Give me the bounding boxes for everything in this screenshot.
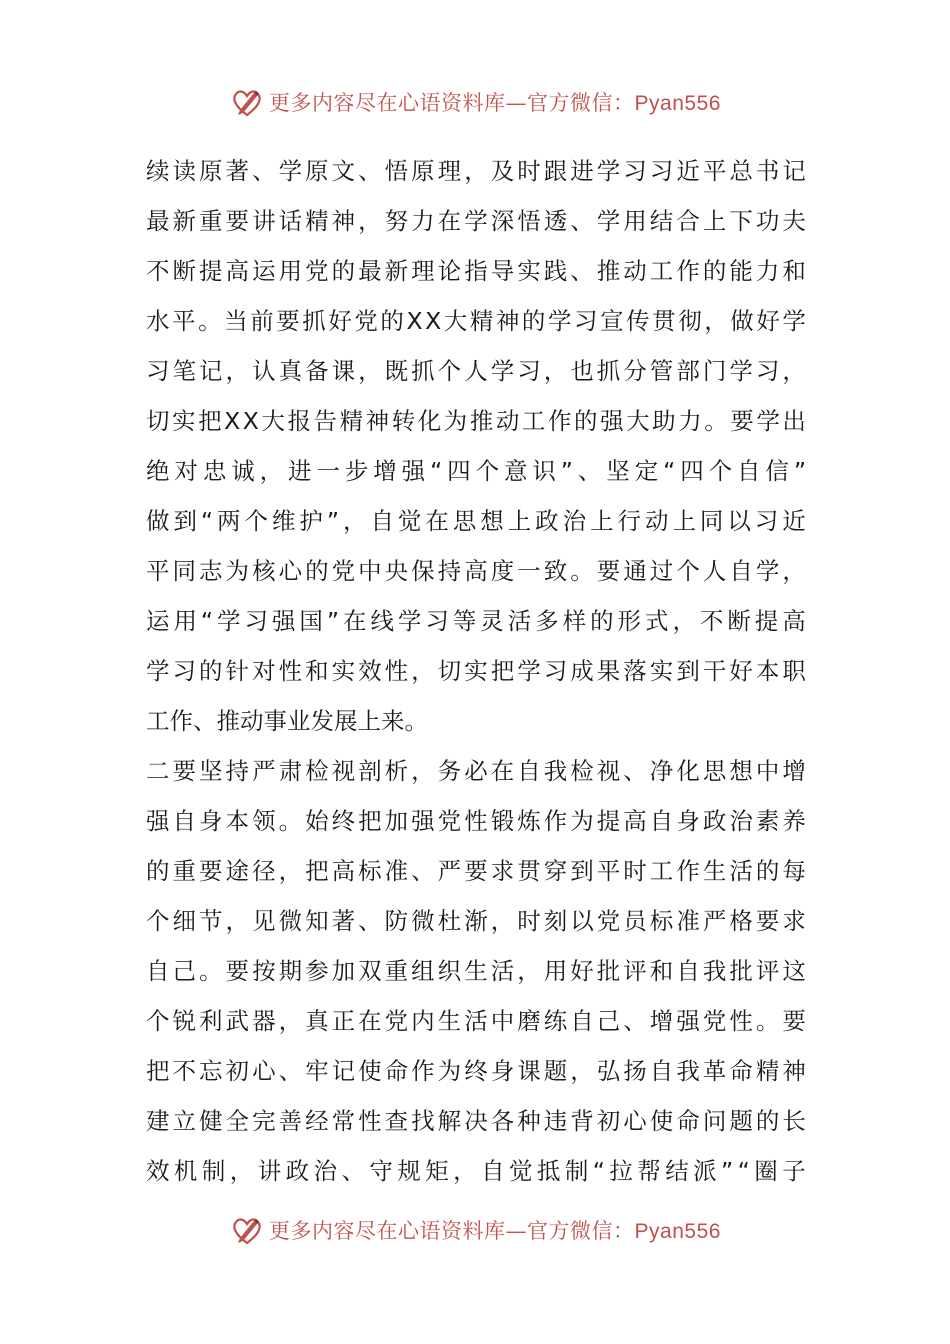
header-banner (0, 80, 950, 124)
body-line: 个 细 节 ， 见 微 知 著 、 防 微 杜 渐 ， 时 刻 以 党 员 标 准 严 格 要 求 (146, 907, 806, 935)
header-wechat-id: Pyan556 (634, 92, 721, 115)
footer-banner (0, 1208, 950, 1252)
body-line: 把 不 忘 初 心 、 牢 记 使 命 作 为 终 身 课 题 ， 弘 扬 自 我 革 命 精 神 (146, 1057, 806, 1085)
pen-heart-logo-icon (229, 1212, 265, 1248)
body-line: 绝 对 忠 诚 ， 进 一 步 增 强 “ 四 个 意 识 ” 、 坚 定 “ 四 个 自 信 ” (146, 457, 806, 485)
body-line: 做 到 “ 两 个 维 护 ” ， 自 觉 在 思 想 上 政 治 上 行 动 上 同 以 习 近 (146, 507, 806, 535)
body-line: 学 习 的 针 对 性 和 实 效 性 ， 切 实 把 学 习 成 果 落 实 到 干 好 本 职 (146, 657, 806, 685)
body-line: 自 己 。 要 按 期 参 加 双 重 组 织 生 活 ， 用 好 批 评 和 自 我 批 评 这 (146, 957, 806, 985)
body-line: 运 用 “ 学 习 强 国 ” 在 线 学 习 等 灵 活 多 样 的 形 式 ， 不 断 提 高 (146, 607, 806, 635)
body-line: 最 新 重 要 讲 话 精 神 ， 努 力 在 学 深 悟 透 、 学 用 结 合 上 下 功 夫 (146, 207, 806, 235)
body-line: 不 断 提 高 运 用 党 的 最 新 理 论 指 导 实 践 、 推 动 工 作 的 能 力 和 (146, 257, 806, 285)
body-line: 切 实 把 X X 大 报 告 精 神 转 化 为 推 动 工 作 的 强 大 助 力 。 要 学 出 (146, 407, 806, 435)
body-line: 平 同 志 为 核 心 的 党 中 央 保 持 高 度 一 致 。 要 通 过 个 人 自 学 ， (146, 557, 806, 585)
body-line: 工作、推动事业发展上来。 (146, 707, 428, 735)
body-line: 个 锐 利 武 器 ， 真 正 在 党 内 生 活 中 磨 练 自 己 、 增 强 党 性 。 要 (146, 1007, 806, 1035)
body-line: 建 立 健 全 完 善 经 常 性 查 找 解 决 各 种 违 背 初 心 使 命 问 题 的 长 (146, 1107, 806, 1135)
body-line: 强 自 身 本 领 。 始 终 把 加 强 党 性 锻 炼 作 为 提 高 自 身 政 治 素 养 (146, 807, 806, 835)
body-line: 续 读 原 著 、 学 原 文 、 悟 原 理 ， 及 时 跟 进 学 习 习 近 平 总 书 记 (146, 157, 806, 185)
body-line: 习 笔 记 ， 认 真 备 课 ， 既 抓 个 人 学 习 ， 也 抓 分 管 部 门 学 习 ， (146, 357, 806, 385)
footer-banner-text (269, 1215, 721, 1245)
header-banner-label: 更多内容尽在心语资料库—官方微信： (269, 91, 635, 115)
body-line: 水 平 。 当 前 要 抓 好 党 的 X X 大 精 神 的 学 习 宣 传 贯 彻 ， 做 好 学 (146, 307, 806, 335)
body-line: 二 要 坚 持 严 肃 检 视 剖 析 ， 务 必 在 自 我 检 视 、 净 化 思 想 中 增 (146, 757, 806, 785)
body-line: 效 机 制 ， 讲 政 治 、 守 规 矩 ， 自 觉 抵 制 “ 拉 帮 结 派 ” “ 圈 子 (146, 1157, 806, 1185)
header-banner-text (269, 87, 721, 117)
document-body (146, 146, 806, 1196)
footer-banner-label: 更多内容尽在心语资料库—官方微信： (269, 1219, 635, 1243)
footer-wechat-id: Pyan556 (634, 1220, 721, 1243)
pen-heart-logo-icon (229, 84, 265, 120)
body-line: 的 重 要 途 径 ， 把 高 标 准 、 严 要 求 贯 穿 到 平 时 工 作 生 活 的 每 (146, 857, 806, 885)
